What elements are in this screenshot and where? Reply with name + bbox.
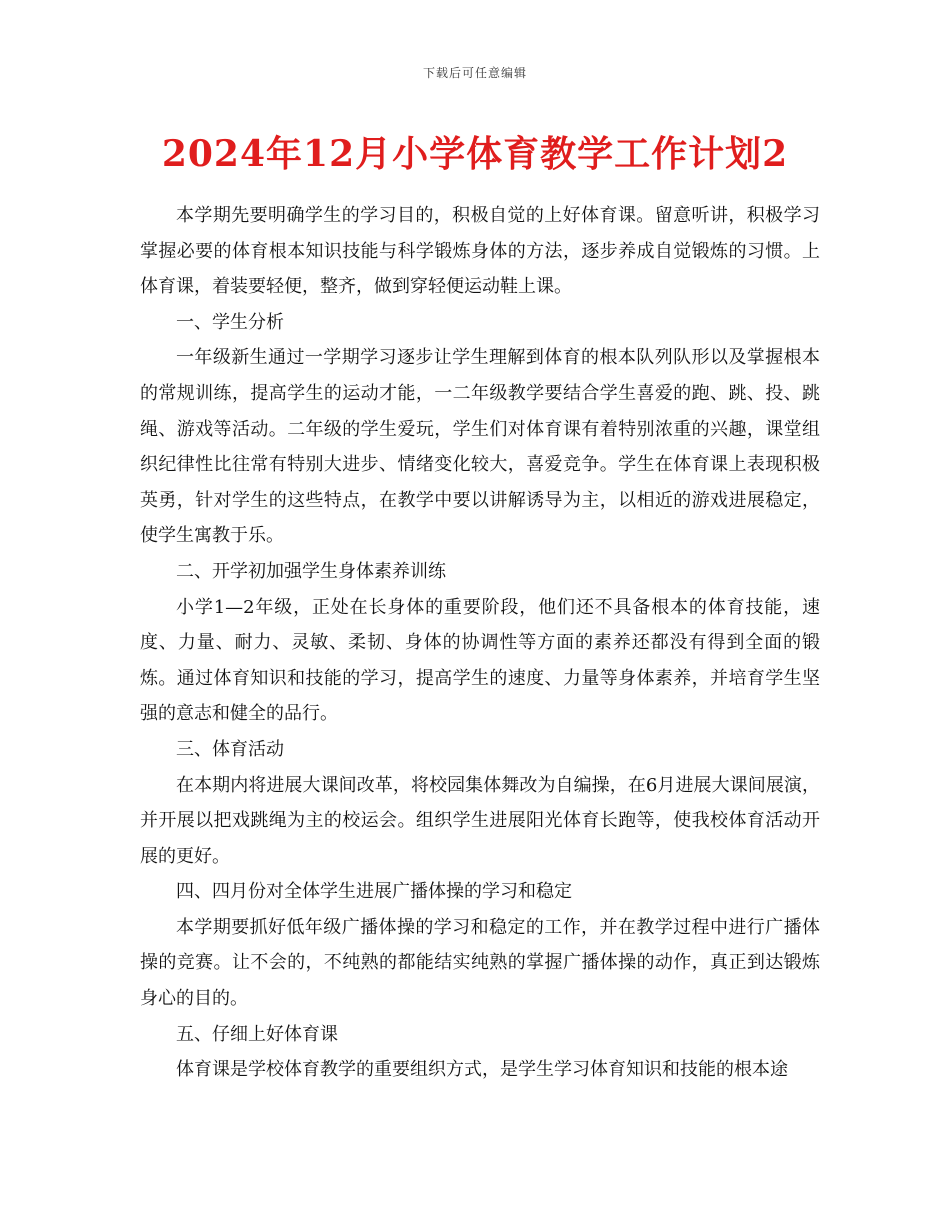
section-heading-pe-class: 五、仔细上好体育课 — [176, 1023, 338, 1045]
section-heading-sports-activities: 三、体育活动 — [176, 738, 284, 760]
paragraph-student-analysis: 一年级新生通过一学期学习逐步让学生理解到体育的根本队列队形以及掌握根本的常规训练，提高学生的运动才能，一二年级教学要结合学生喜爱的跑、跳、投、跳绳、游戏等活动。二年级的学生爱玩，学生们对体育课有着特别浓重的兴趣，课堂组织纪律性比往常有特别大进步、情绪变化较大，喜爱竞争。学生在体育课上表现积极英勇，针对学生的这些特点，在教学中要以讲解诱导为主，以相近的游戏进展稳定，使学生寓教于乐。 — [140, 347, 820, 547]
section-heading-student-analysis: 一、学生分析 — [176, 311, 284, 333]
section-heading-broadcast-gymnastics: 四、四月份对全体学生进展广播体操的学习和稳定 — [176, 881, 572, 903]
header-note: 下载后可任意编辑 — [422, 66, 527, 80]
document-body — [140, 198, 820, 1088]
paragraph-sports-activities: 在本期内将进展大课间改革，将校园集体舞改为自编操，在6月进展大课间展演，并开展以把戏跳绳为主的校运会。组织学生进展阳光体育长跑等，使我校体育活动开展的更好。 — [140, 774, 820, 867]
paragraph-broadcast-gymnastics: 本学期要抓好低年级广播体操的学习和稳定的工作，并在教学过程中进行广播体操的竞赛。让不会的，不纯熟的都能结实纯熟的掌握广播体操的动作，真正到达锻炼身心的目的。 — [140, 916, 820, 1010]
paragraph-fitness-training: 小学1—2年级，正处在长身体的重要阶段，他们还不具备根本的体育技能，速度、力量、耐力、灵敏、柔韧、身体的协调性等方面的素养还都没有得到全面的锻炼。通过体育知识和技能的学习，提高学生的速度、力量等身体素养，并培育学生坚强的意志和健全的品行。 — [140, 596, 820, 725]
paragraph-pe-class: 体育课是学校体育教学的重要组织方式，是学生学习体育知识和技能的根本途 — [176, 1059, 788, 1081]
document-title: 2024年12月小学体育教学工作计划2 — [161, 133, 789, 175]
paragraph-intro: 本学期先要明确学生的学习目的，积极自觉的上好体育课。留意听讲，积极学习掌握必要的体育根本知识技能与科学锻炼身体的方法，逐步养成自觉锻炼的习惯。上体育课，着装要轻便，整齐，做到穿轻便运动鞋上课。 — [140, 205, 820, 298]
section-heading-fitness-training: 二、开学初加强学生身体素养训练 — [176, 560, 446, 582]
